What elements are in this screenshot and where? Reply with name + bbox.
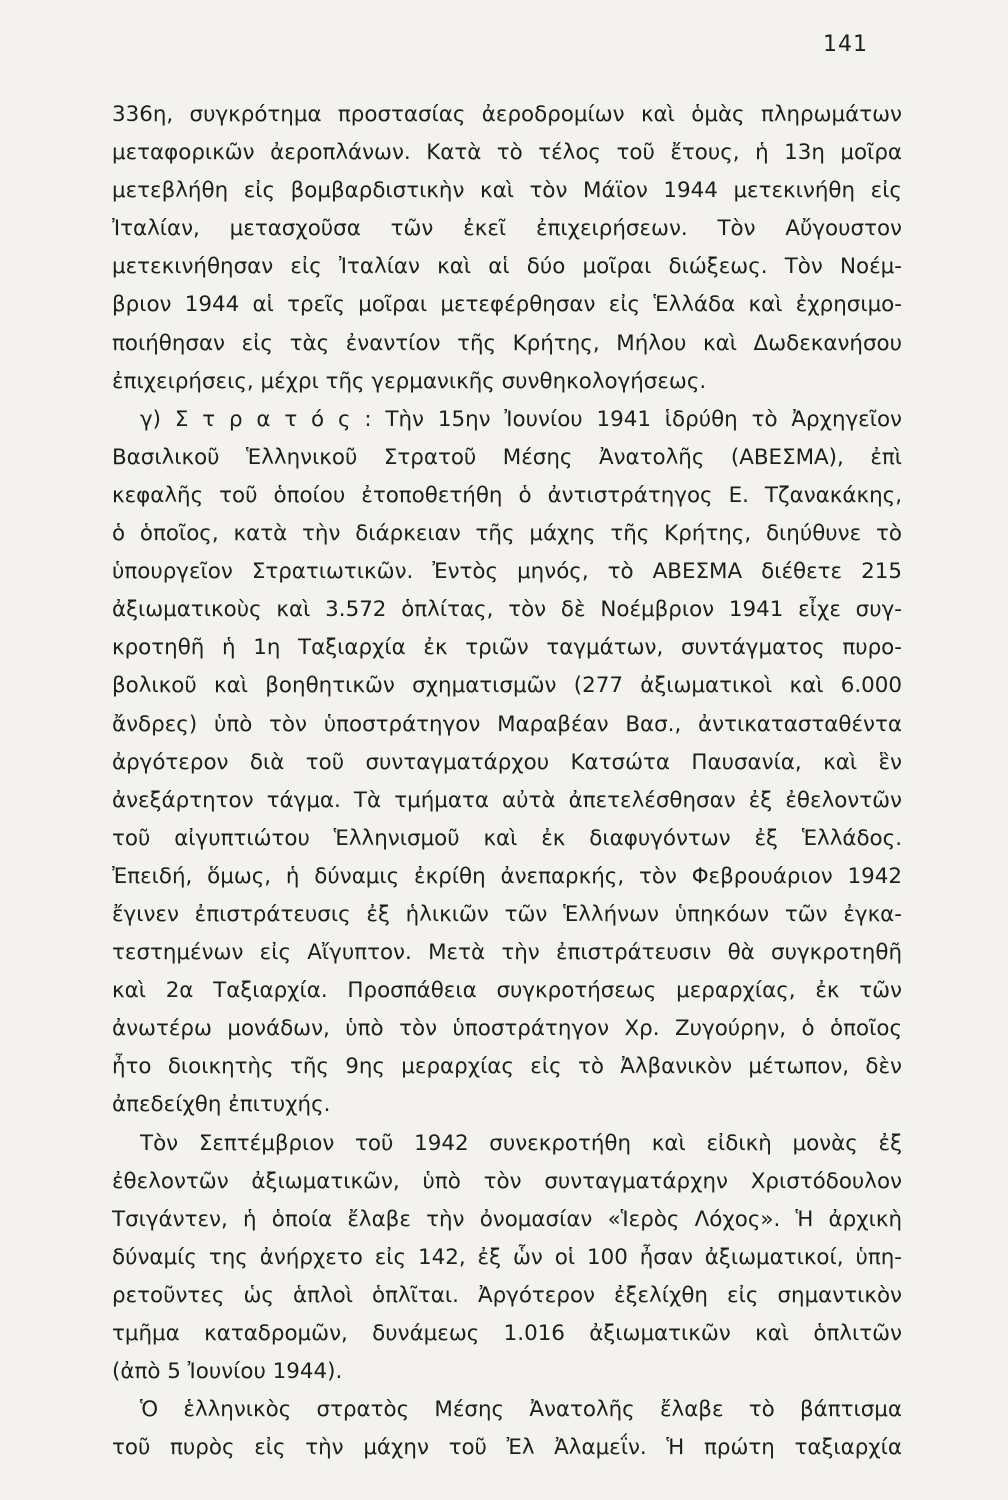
text-line: Βασιλικοῦ Ἑλληνικοῦ Στρατοῦ Μέσης Ἀνατολῆς (ΑΒΕΣΜΑ), ἐπὶ bbox=[112, 444, 902, 470]
text-line: ἐθελοντῶν ἀξιωματικῶν, ὑπὸ τὸν συνταγματάρχην Χριστόδουλον bbox=[112, 1168, 902, 1194]
text-line: δύναμίς της ἀνήρχετο εἰς 142, ἐξ ὧν οἱ 100 ἦσαν ἀξιωματικοί, ὑπη- bbox=[112, 1244, 902, 1270]
text-line: ὁ ὁποῖος, κατὰ τὴν διάρκειαν τῆς μάχης τῆς Κρήτης, διηύθυνε τὸ bbox=[112, 521, 902, 547]
text-line: κροτηθῆ ἡ 1η Ταξιαρχία ἐκ τριῶν ταγμάτων, συντάγματος πυρο- bbox=[112, 635, 902, 661]
text-line: τμῆμα καταδρομῶν, δυνάμεως 1.016 ἀξιωματικῶν καὶ ὁπλιτῶν bbox=[112, 1321, 902, 1346]
text-line: βολικοῦ καὶ βοηθητικῶν σχηματισμῶν (277 ἀξιωματικοὶ καὶ 6.000 bbox=[112, 673, 902, 699]
text-line: ἀνωτέρω μονάδων, ὑπὸ τὸν ὑποστράτηγον Χρ. Ζυγούρην, ὁ ὁποῖος bbox=[112, 1016, 902, 1042]
text-line: μετεβλήθη εἰς βομβαρδιστικὴν καὶ τὸν Μάϊον 1944 μετεκινήθη εἰς bbox=[112, 178, 902, 204]
text-line: μετεκινήθησαν εἰς Ἰταλίαν καὶ αἱ δύο μοῖραι διώξεως. Τὸν Νοέμ- bbox=[112, 254, 902, 280]
text-line: ἄνδρες) ὑπὸ τὸν ὑποστράτηγον Μαραβέαν Βασ., ἀντικατασταθέντα bbox=[112, 711, 902, 737]
text-line: τοῦ αἰγυπτιώτου Ἑλληνισμοῦ καὶ ἐκ διαφυγόντων ἐξ Ἑλλάδος. bbox=[112, 825, 902, 851]
text-line: ποιήθησαν εἰς τὰς ἐναντίον τῆς Κρήτης, Μήλου καὶ Δωδεκανήσου bbox=[112, 330, 902, 356]
text-line: Ὁ ἑλληνικὸς στρατὸς Μέσης Ἀνατολῆς ἔλαβε τὸ βάπτισμα bbox=[140, 1397, 902, 1423]
text-line: μεταφορικῶν ἀεροπλάνων. Κατὰ τὸ τέλος τοῦ ἔτους, ἡ 13η μοῖρα bbox=[112, 140, 902, 166]
text-line: ρετοῦντες ὡς ἁπλοὶ ὁπλῖται. Ἀργότερον ἐξελίχθη εἰς σημαντικὸν bbox=[112, 1282, 902, 1308]
text-line: ὑπουργεῖον Στρατιωτικῶν. Ἐντὸς μηνός, τὸ ΑΒΕΣΜΑ διέθετε 215 bbox=[112, 559, 902, 585]
text-line: καὶ 2α Ταξιαρχία. Προσπάθεια συγκροτήσεως μεραρχίας, ἐκ τῶν bbox=[112, 978, 902, 1004]
text-line: Τσιγάντεν, ἡ ὁποία ἔλαβε τὴν ὀνομασίαν «Ἱερὸς Λόχος». Ἡ ἀρχικὴ bbox=[112, 1206, 902, 1232]
text-line: βριον 1944 αἱ τρεῖς μοῖραι μετεφέρθησαν εἰς Ἑλλάδα καὶ ἐχρησιμο- bbox=[112, 292, 902, 318]
text-line: ἐπιχειρήσεις, μέχρι τῆς γερμανικῆς συνθηκολογήσεως. bbox=[112, 368, 707, 394]
text-line: ἀργότερον διὰ τοῦ συνταγματάρχου Κατσώτα Παυσανία, καὶ ἓν bbox=[112, 749, 902, 775]
text-line: κεφαλῆς τοῦ ὁποίου ἐτοποθετήθη ὁ ἀντιστράτηγος Ε. Τζανακάκης, bbox=[112, 482, 902, 508]
text-line: τοῦ πυρὸς εἰς τὴν μάχην τοῦ Ἐλ Ἀλαμεΐν. Ἡ πρώτη ταξιαρχία bbox=[112, 1435, 902, 1461]
body-text bbox=[112, 96, 902, 1467]
text-line: ἀνεξάρτητον τάγμα. Τὰ τμήματα αὐτὰ ἀπετελέσθησαν ἐξ ἐθελοντῶν bbox=[112, 787, 902, 813]
text-line: 336η, συγκρότημα προστασίας ἀεροδρομίων καὶ ὁμὰς πληρωμάτων bbox=[112, 102, 902, 127]
text-line: τεστημένων εἰς Αἴγυπτον. Μετὰ τὴν ἐπιστράτευσιν θὰ συγκροτηθῆ bbox=[112, 940, 902, 966]
text-line: Τὸν Σεπτέμβριον τοῦ 1942 συνεκροτήθη καὶ εἰδικὴ μονὰς ἐξ bbox=[140, 1130, 902, 1156]
page-number: 141 bbox=[823, 32, 868, 57]
text-line: ἀπεδείχθη ἐπιτυχής. bbox=[112, 1092, 331, 1118]
text-line: Ἰταλίαν, μετασχοῦσα τῶν ἐκεῖ ἐπιχειρήσεων. Τὸν Αὔγουστον bbox=[112, 216, 902, 242]
text-line: ἦτο διοικητὴς τῆς 9ης μεραρχίας εἰς τὸ Ἀλβανικὸν μέτωπον, δὲν bbox=[112, 1054, 902, 1080]
text-line: ἀξιωματικοὺς καὶ 3.572 ὁπλίτας, τὸν δὲ Νοέμβριον 1941 εἶχε συγ- bbox=[112, 597, 902, 623]
text-line: (ἀπὸ 5 Ἰουνίου 1944). bbox=[112, 1359, 343, 1385]
text-line: γ) Σ τ ρ α τ ό ς : Τὴν 15ην Ἰουνίου 1941 ἱδρύθη τὸ Ἀρχηγεῖον bbox=[140, 406, 902, 432]
text-line: Ἐπειδή, ὅμως, ἡ δύναμις ἐκρίθη ἀνεπαρκής, τὸν Φεβρουάριον 1942 bbox=[112, 863, 902, 889]
text-line: ἔγινεν ἐπιστράτευσις ἐξ ἡλικιῶν τῶν Ἑλλήνων ὑπηκόων τῶν ἐγκα- bbox=[112, 901, 902, 927]
